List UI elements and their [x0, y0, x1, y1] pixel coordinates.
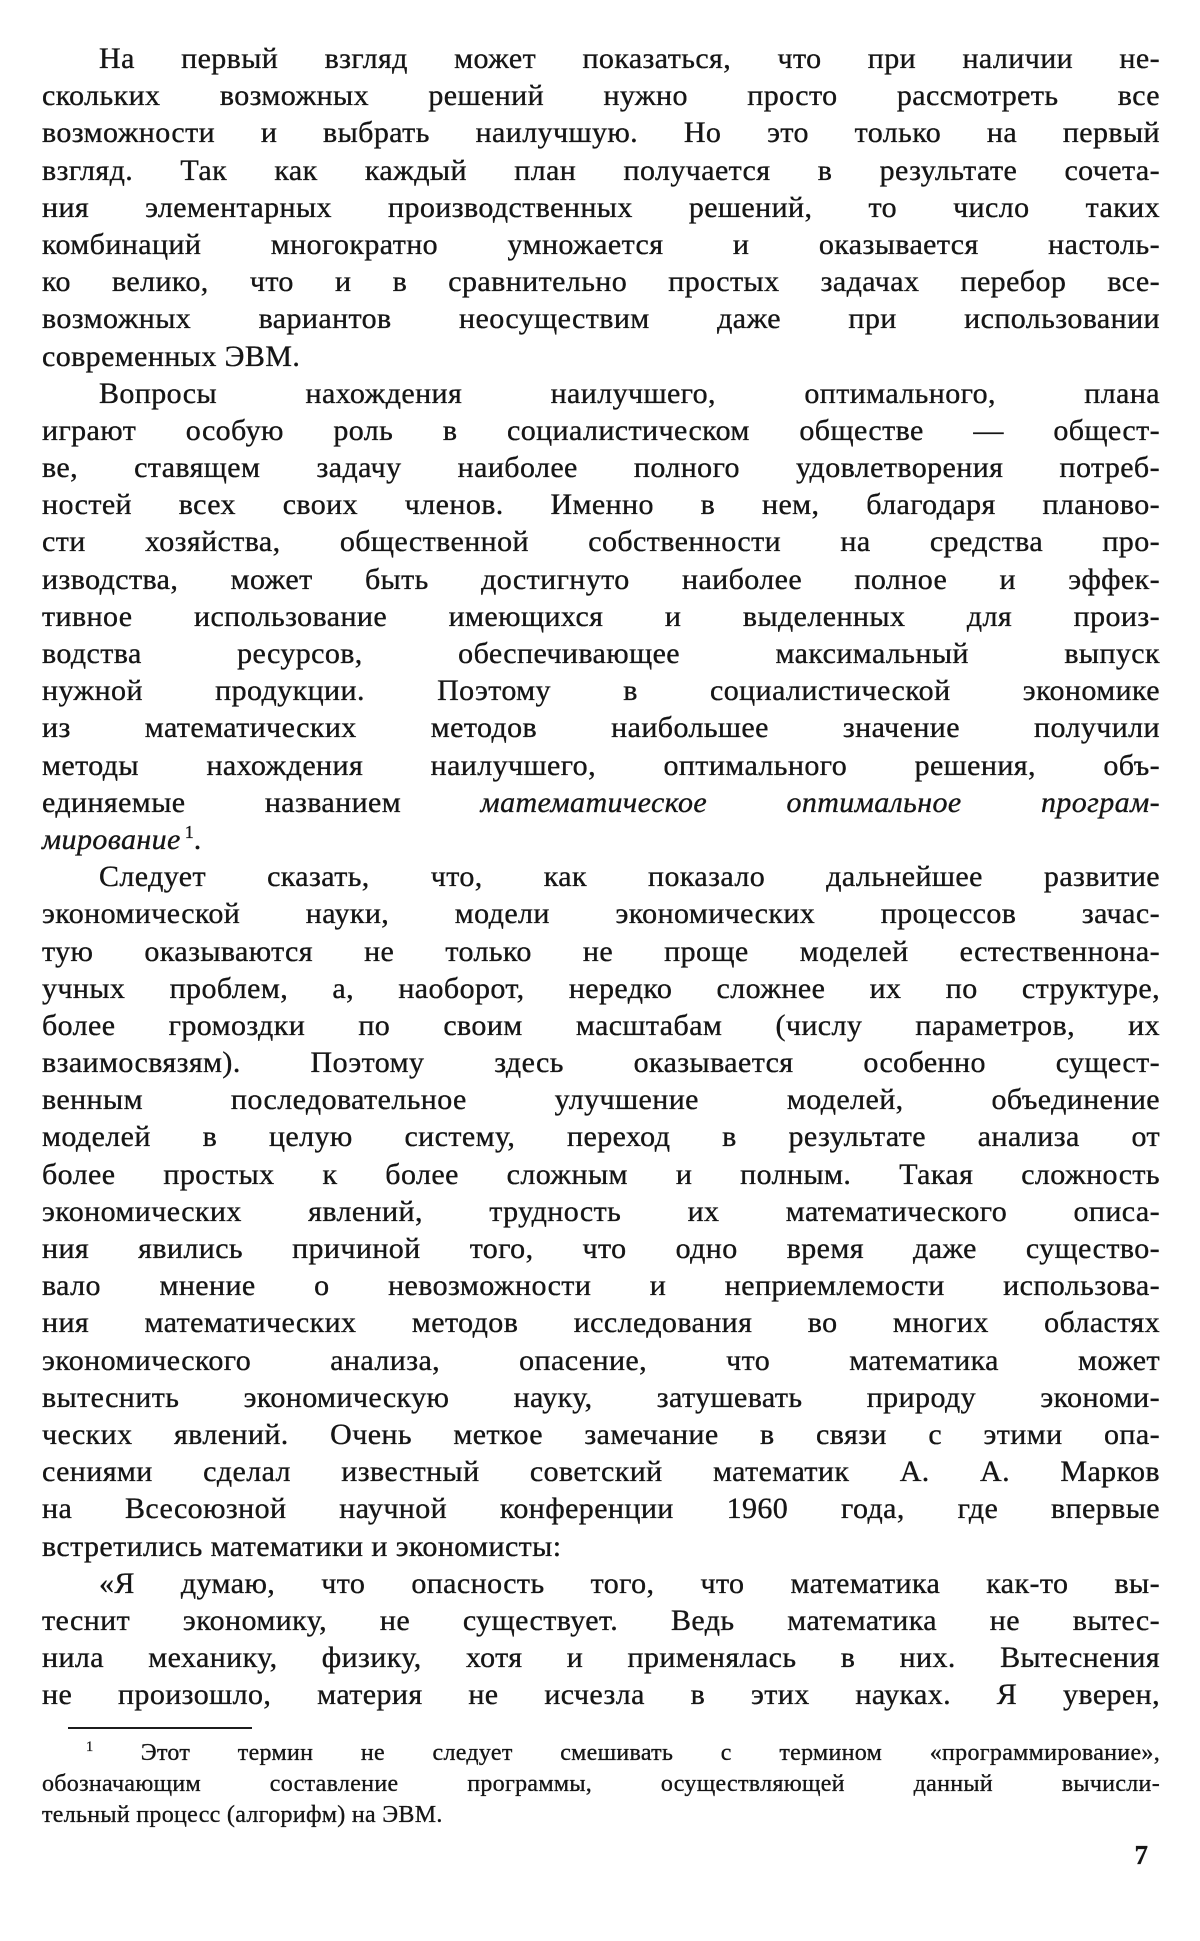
text-line: тую оказываются не только не проще моделей естественнона-	[42, 934, 1160, 968]
text-line: скольких возможных решений нужно просто рассмотреть все	[42, 79, 1160, 113]
footnote-marker: 1	[86, 1739, 94, 1756]
footnote-divider	[68, 1727, 252, 1729]
text-line: взгляд. Так как каждый план получается в результате сочета-	[42, 153, 1160, 187]
text-line: ко велико, что и в сравнительно простых задачах перебор все-	[42, 265, 1160, 299]
text-line: нила механику, физику, хотя и применялась в них. Вытеснения	[42, 1641, 1160, 1675]
text-line: комбинаций многократно умножается и оказывается настоль-	[42, 227, 1160, 261]
text-line: из математических методов наибольшее значение получили	[42, 711, 1160, 745]
footnote-marker: 1	[184, 821, 194, 842]
text-line: экономической науки, модели экономических процессов зачас-	[42, 897, 1160, 931]
text-line: возможности и выбрать наилучшую. Но это только на первый	[42, 116, 1160, 150]
text-column	[42, 40, 1160, 1831]
text-line: тивное использование имеющихся и выделенных для произ-	[42, 599, 1160, 633]
text-line: сениями сделал известный советский математик А. А. Марков	[42, 1455, 1160, 1489]
text-line: современных ЭВМ.	[42, 339, 301, 373]
paragraph	[42, 375, 1160, 858]
text-line: ве, ставящем задачу наиболее полного удовлетворения потреб-	[42, 451, 1160, 485]
text-line: тельный процесс (алгорифм) на ЭВМ.	[42, 1802, 443, 1829]
text-line: вытеснить экономическую науку, затушевать природу экономи-	[42, 1380, 1160, 1414]
text-line: ния элементарных производственных решений, то число таких	[42, 190, 1160, 224]
paragraph	[42, 1565, 1160, 1714]
body-text	[42, 40, 1160, 1713]
text-line: не произошло, материя не исчезла в этих науках. Я уверен,	[42, 1678, 1160, 1712]
text-line: мирование $^1$.	[42, 821, 202, 856]
text-line: экономических явлений, трудность их математического описа-	[42, 1194, 1160, 1228]
emphasized-text: мирование	[42, 822, 181, 856]
paragraph	[42, 40, 1160, 375]
text-line: ния явились причиной того, что одно время даже существо-	[42, 1232, 1160, 1265]
text-line: На первый взгляд может показаться, что при наличии не-	[99, 42, 1160, 75]
text-line: возможных вариантов неосуществим даже при использовании	[42, 302, 1160, 336]
text-line: на Всесоюзной научной конференции 1960 года, где впервые	[42, 1492, 1160, 1526]
text-line: ческих явлений. Очень меткое замечание в связи с этими опа-	[42, 1417, 1160, 1451]
text-line: $^1$ Этот термин не следует смешивать с термином «программирование»,	[86, 1739, 1160, 1767]
text-line: взаимосвязям). Поэтому здесь оказывается особенно сущест-	[42, 1046, 1160, 1080]
text-line: методы нахождения наилучшего, оптимального решения, объ-	[42, 748, 1160, 782]
text-line: венным последовательное улучшение моделей, объединение	[42, 1083, 1160, 1117]
text-line: теснит экономику, не существует. Ведь математика не вытес-	[42, 1603, 1160, 1637]
text-line: учных проблем, а, наоборот, нередко сложнее их по структуре,	[42, 971, 1160, 1005]
text-line: ния математических методов исследования во многих областях	[42, 1306, 1160, 1340]
text-line: более громоздки по своим масштабам (числу параметров, их	[42, 1008, 1160, 1042]
text-line: более простых к более сложным и полным. Такая сложность	[42, 1157, 1160, 1191]
text-line: ностей всех своих членов. Именно в нем, благодаря планово-	[42, 488, 1160, 522]
paragraph	[42, 858, 1160, 1565]
text-line: Вопросы нахождения наилучшего, оптимального, плана	[99, 376, 1160, 410]
text-line: встретились математики и экономисты:	[42, 1529, 562, 1563]
text-line: нужной продукции. Поэтому в социалистической экономике	[42, 674, 1160, 708]
text-line: водства ресурсов, обеспечивающее максимальный выпуск	[42, 637, 1160, 670]
page-number: 7	[1134, 1840, 1148, 1870]
emphasized-text: математическое оптимальное програм-	[480, 785, 1161, 819]
text-line: экономического анализа, опасение, что математика может	[42, 1343, 1160, 1377]
text-line: сти хозяйства, общественной собственности на средства про-	[42, 525, 1160, 559]
text-line: обозначающим составление программы, осуществляющей данный вычисли-	[42, 1771, 1160, 1798]
text-line: моделей в целую систему, переход в результате анализа от	[42, 1120, 1160, 1154]
text-line: вало мнение о невозможности и неприемлемости использова-	[42, 1269, 1160, 1303]
text-line: играют особую роль в социалистическом обществе — общест-	[42, 413, 1160, 447]
text-line: «Я думаю, что опасность того, что математика как-то вы-	[99, 1566, 1160, 1600]
text-line: Следует сказать, что, как показало дальнейшее развитие	[99, 860, 1160, 894]
footnote-text	[42, 1738, 1160, 1831]
text-line: единяемые названием математическое оптимальное програм-	[42, 785, 1161, 819]
text-line: изводства, может быть достигнуто наиболее полное и эффек-	[42, 562, 1160, 596]
paragraph	[42, 1738, 1160, 1831]
